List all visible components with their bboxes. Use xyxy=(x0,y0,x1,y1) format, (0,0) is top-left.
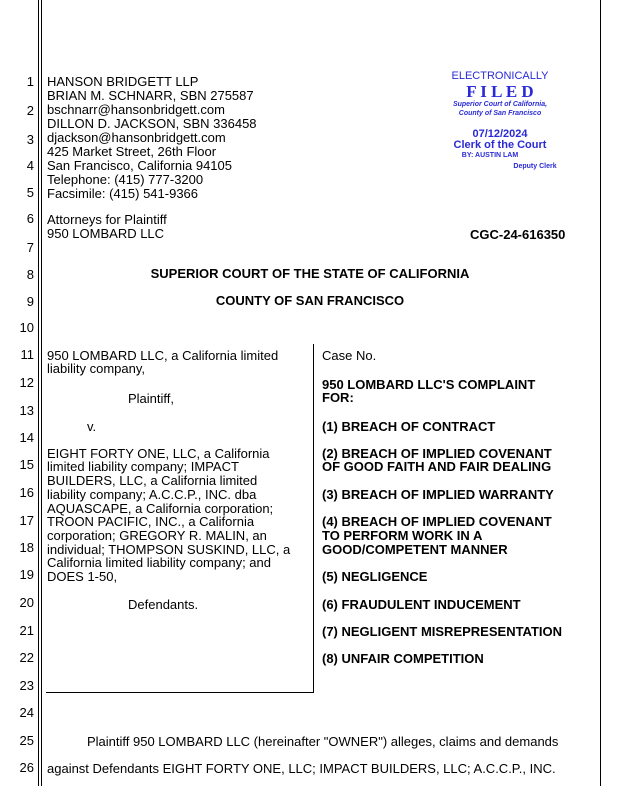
county-title: COUNTY OF SAN FRANCISCO xyxy=(215,293,405,308)
stamp-deputy: Deputy Clerk xyxy=(513,163,557,170)
stamp-filed: F I L E D xyxy=(466,82,534,101)
defendant-line: AQUASCAPE, a California corporation; xyxy=(47,501,274,516)
caption-divider-vertical xyxy=(313,344,314,692)
line-number: 10 xyxy=(19,320,34,335)
complaint-title: FOR: xyxy=(322,390,354,405)
cause-of-action: (7) NEGLIGENT MISREPRESENTATION xyxy=(322,624,563,639)
defendant-line: California limited liability company; and xyxy=(47,555,271,570)
plaintiff-label: Plaintiff, xyxy=(128,391,175,406)
defendant-line: TROON PACIFIC, INC., a California xyxy=(47,514,255,529)
cause-of-action: (1) BREACH OF CONTRACT xyxy=(322,419,496,434)
defendant-line: liability company; A.C.C.P., INC. dba xyxy=(47,487,257,502)
line-number: 14 xyxy=(19,430,34,445)
line-number: 18 xyxy=(19,540,34,555)
attorneys-for-party: 950 LOMBARD LLC xyxy=(47,226,165,241)
plaintiff-name: liability company, xyxy=(47,361,146,376)
defendant-line: limited liability company; IMPACT xyxy=(47,459,239,474)
firm-street: 425 Market Street, 26th Floor xyxy=(47,144,217,159)
defendant-line: EIGHT FORTY ONE, LLC, a California xyxy=(47,446,270,461)
stamp-clerk: Clerk of the Court xyxy=(453,139,547,151)
stamp-by: BY: AUSTIN LAM xyxy=(461,152,519,159)
line-number: 6 xyxy=(26,211,34,226)
defendant-line: BUILDERS, LLC, a California limited xyxy=(47,473,258,488)
complaint-title: 950 LOMBARD LLC'S COMPLAINT xyxy=(322,377,536,392)
case-no-label: Case No. xyxy=(322,348,377,363)
line-number: 7 xyxy=(26,240,34,255)
line-number: 19 xyxy=(19,567,34,582)
line-number: 1 xyxy=(26,74,34,89)
line-number: 20 xyxy=(19,595,34,610)
attorney-email[interactable]: bschnarr@hansonbridgett.com xyxy=(47,102,225,117)
line-number: 25 xyxy=(19,733,34,748)
line-number: 16 xyxy=(19,485,34,500)
case-number-stamp: CGC-24-616350 xyxy=(470,227,566,242)
firm-name: HANSON BRIDGETT LLP xyxy=(47,74,199,89)
line-number: 12 xyxy=(19,375,34,390)
left-margin-rule-outer xyxy=(38,0,39,786)
line-number: 5 xyxy=(26,185,34,200)
attorney-name: DILLON D. JACKSON, SBN 336458 xyxy=(47,116,257,131)
stamp-court: Superior Court of California, xyxy=(452,101,548,108)
line-number: 15 xyxy=(19,457,34,472)
attorneys-for-label: Attorneys for Plaintiff xyxy=(47,212,167,227)
attorney-email[interactable]: djackson@hansonbridgett.com xyxy=(47,130,226,145)
firm-facsimile: Facsimile: (415) 541-9366 xyxy=(47,186,199,201)
line-number: 9 xyxy=(26,294,34,309)
line-number: 3 xyxy=(26,132,34,147)
body-line: Plaintiff 950 LOMBARD LLC (hereinafter "OWNER") alleges, claims and demands xyxy=(87,734,559,749)
cause-of-action: (5) NEGLIGENCE xyxy=(322,569,428,584)
line-number: 13 xyxy=(19,403,34,418)
line-number: 8 xyxy=(26,267,34,282)
cause-of-action: (2) BREACH OF IMPLIED COVENANT xyxy=(322,446,552,461)
line-number: 22 xyxy=(19,650,34,665)
attorney-name: BRIAN M. SCHNARR, SBN 275587 xyxy=(47,88,254,103)
right-margin-rule xyxy=(600,0,601,786)
line-number: 21 xyxy=(19,623,34,638)
firm-city: San Francisco, California 94105 xyxy=(47,158,232,173)
caption-divider-horizontal xyxy=(46,692,314,693)
stamp-electronically: ELECTRONICALLY xyxy=(451,70,549,82)
cause-of-action: (4) BREACH OF IMPLIED COVENANT xyxy=(322,514,552,529)
cause-of-action: (3) BREACH OF IMPLIED WARRANTY xyxy=(322,487,554,502)
cause-of-action: GOOD/COMPETENT MANNER xyxy=(322,542,508,557)
defendant-label: Defendants. xyxy=(128,597,199,612)
line-number: 23 xyxy=(19,678,34,693)
stamp-date: 07/12/2024 xyxy=(472,128,528,140)
line-number: 4 xyxy=(26,158,34,173)
firm-telephone: Telephone: (415) 777-3200 xyxy=(47,172,204,187)
cause-of-action: OF GOOD FAITH AND FAIR DEALING xyxy=(322,459,552,474)
plaintiff-name: 950 LOMBARD LLC, a California limited xyxy=(47,348,279,363)
cause-of-action: (8) UNFAIR COMPETITION xyxy=(322,651,484,666)
line-number: 2 xyxy=(26,103,34,118)
defendant-line: corporation; GREGORY R. MALIN, an xyxy=(47,528,267,543)
line-number: 17 xyxy=(19,513,34,528)
defendant-line: DOES 1-50, xyxy=(47,569,118,584)
line-number: 24 xyxy=(19,705,34,720)
line-number: 26 xyxy=(19,760,34,775)
line-number: 11 xyxy=(20,347,34,362)
left-margin-rule-inner xyxy=(41,0,42,786)
versus: v. xyxy=(87,419,97,434)
stamp-county: County of San Francisco xyxy=(458,110,542,117)
defendant-line: individual; THOMPSON SUSKIND, LLC, a xyxy=(47,542,291,557)
body-line: against Defendants EIGHT FORTY ONE, LLC; IMPACT BUILDERS, LLC; A.C.C.P., INC. xyxy=(47,761,556,776)
court-title: SUPERIOR COURT OF THE STATE OF CALIFORNIA xyxy=(150,266,470,281)
cause-of-action: TO PERFORM WORK IN A xyxy=(322,528,483,543)
cause-of-action: (6) FRAUDULENT INDUCEMENT xyxy=(322,597,521,612)
